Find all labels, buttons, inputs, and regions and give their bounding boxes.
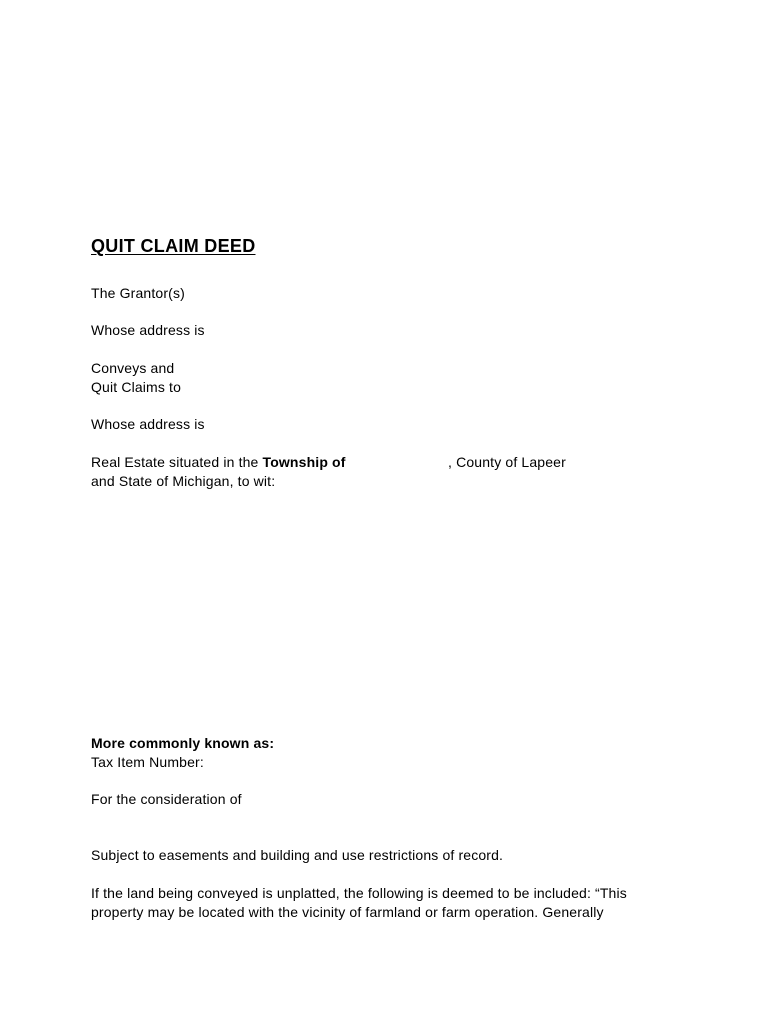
unplatted-line-1: If the land being conveyed is unplatted, the following is deemed to be included: “This xyxy=(91,885,627,901)
conveys-line-2: Quit Claims to xyxy=(91,379,182,395)
document-title: QUIT CLAIM DEED xyxy=(91,236,256,256)
grantee-address-label: Whose address is xyxy=(91,416,205,432)
common-known-label: More commonly known as: xyxy=(91,735,275,751)
subject-text: Subject to easements and building and use restrictions of record. xyxy=(91,847,504,863)
real-estate-line xyxy=(91,453,346,471)
real-estate-prefix: Real Estate situated in the xyxy=(91,454,263,470)
state-text: and State of Michigan, to wit: xyxy=(91,473,276,489)
conveys-line-1: Conveys and xyxy=(91,360,175,376)
consideration-label: For the consideration of xyxy=(91,791,242,807)
grantor-address-label: Whose address is xyxy=(91,322,205,338)
grantor-label: The Grantor(s) xyxy=(91,285,185,301)
unplatted-line-2: property may be located with the vicinity of farmland or farm operation. Generally xyxy=(91,904,604,920)
township-label: Township of xyxy=(262,454,346,470)
tax-item-label: Tax Item Number: xyxy=(91,754,204,770)
county-text: , County of Lapeer xyxy=(448,454,566,470)
